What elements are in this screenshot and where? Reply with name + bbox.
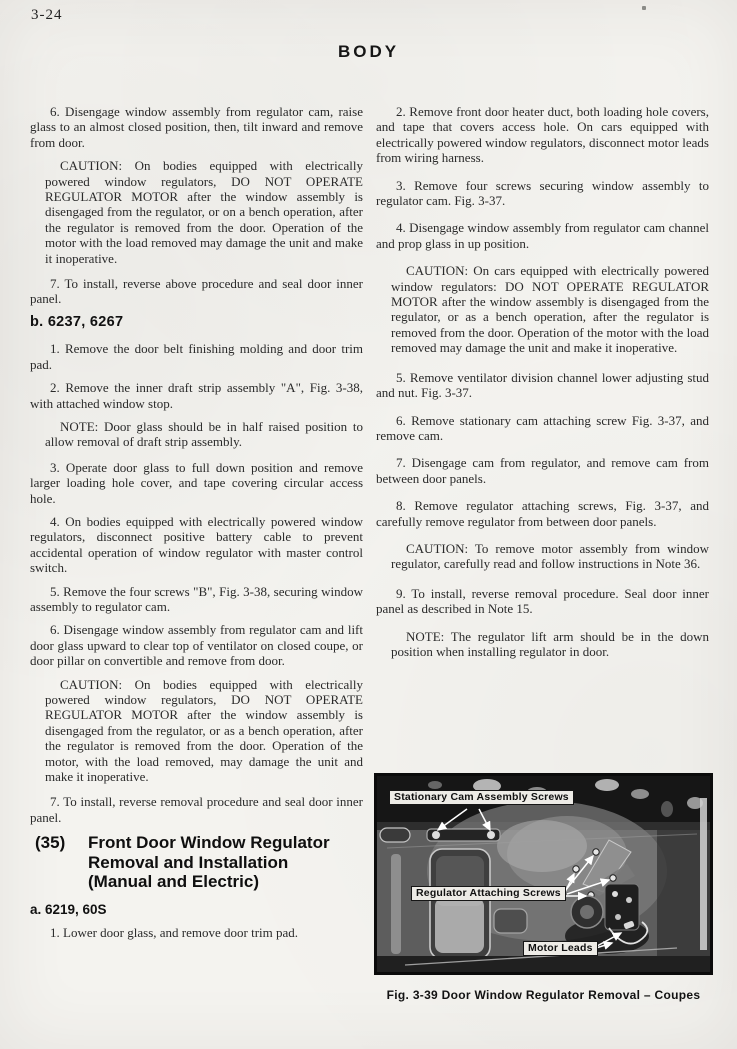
figure-label-motor-leads: Motor Leads [523, 941, 598, 956]
note-paragraph: NOTE: The regulator lift arm should be in the down position when installing regulator in door. [391, 628, 709, 659]
paragraph-step: 9. To install, reverse removal procedure. Seal door inner panel as described in Note 15. [376, 585, 709, 617]
right-column [376, 104, 709, 673]
caution-paragraph: CAUTION: On bodies equipped with electrically powered window regulators, DO NOT OPERATE REGULATOR MOTOR after the window assembly is disengaged from the regulator, or on a bench operation, after the regulator is removed from the door. Operation of the motor with the load removed may damage the unit and make it inoperative. [45, 158, 363, 266]
section-number: (35) [35, 833, 66, 853]
paragraph-step: 3. Operate door glass to full down position and remove larger loading hole cover, and tape covering circular access hole. [30, 459, 363, 506]
page-title: BODY [337, 42, 400, 61]
section-title-line: Front Door Window Regulator [88, 833, 330, 853]
figure-caption: Fig. 3-39 Door Window Regulator Removal – Coupes [386, 988, 701, 1002]
page-number: 3-24 [31, 7, 63, 23]
paragraph-step: 1. Lower door glass, and remove door trim pad. [50, 925, 299, 941]
figure-label-regulator-screws: Regulator Attaching Screws [411, 886, 566, 901]
paragraph-step: 4. Disengage window assembly from regulator cam channel and prop glass in up position. [376, 220, 709, 251]
caution-paragraph: CAUTION: To remove motor assembly from window regulator, carefully read and follow instructions in Note 36. [391, 540, 709, 572]
paragraph-step: 4. On bodies equipped with electrically powered window regulators, disconnect positive battery cable to prevent accidental operation of window regulator with master control switch. [30, 513, 363, 576]
door-panel-photo [374, 773, 713, 975]
paragraph-step: 2. Remove front door heater duct, both loading hole covers, and tape that covers access hole. On cars equipped with electrically powered window regulators, disconnect motor leads from wiring harness. [376, 104, 709, 166]
caution-paragraph: CAUTION: On bodies equipped with electrically powered window regulators, DO NOT OPERATE REGULATOR MOTOR after the window assembly is disengaged from the regulator, or as a bench operation, after the regulator is removed from the door. Operation of the motor, with the load removed, may damage the unit and make it inoperative. [45, 676, 363, 785]
subsection-heading-a: a. 6219, 60S [30, 901, 107, 917]
paragraph-step: 8. Remove regulator attaching screws, Fig. 3-37, and carefully remove regulator from between door panels. [376, 498, 709, 529]
paragraph-step: 1. Remove the door belt finishing molding and door trim pad. [30, 341, 363, 372]
paragraph-step: 7. To install, reverse removal procedure and seal door inner panel. [30, 794, 363, 825]
paragraph-step: 7. To install, reverse above procedure and seal door inner panel. [30, 276, 363, 307]
paragraph-step: 5. Remove ventilator division channel lower adjusting stud and nut. Fig. 3-37. [376, 369, 709, 401]
paragraph-step: 5. Remove the four screws "B", Fig. 3-38, securing window assembly to regulator cam. [30, 583, 363, 614]
left-column [30, 104, 363, 949]
scan-speck [642, 6, 646, 10]
paragraph-step: 6. Disengage window assembly from regulator cam and lift door glass upward to clear top of ventilator on closed coupe, or door pillar on convertible and remove from door. [30, 622, 363, 669]
note-paragraph: NOTE: Door glass should be in half raised position to allow removal of draft strip assembly. [45, 418, 363, 450]
section-title-line: Removal and Installation [88, 852, 289, 872]
section-heading-35 [30, 833, 363, 892]
paragraph-step: 6. Disengage window assembly from regulator cam, raise glass to an almost closed position, then, tilt inward and remove from door. [30, 104, 363, 150]
paragraph-step: 2. Remove the inner draft strip assembly "A", Fig. 3-38, with attached window stop. [30, 380, 363, 411]
paragraph-step: 7. Disengage cam from regulator, and remove cam from between door panels. [376, 455, 709, 486]
paragraph-step: 6. Remove stationary cam attaching screw Fig. 3-37, and remove cam. [376, 412, 709, 443]
section-title-line: (Manual and Electric) [88, 872, 259, 892]
figure-3-39 [374, 773, 713, 1002]
subsection-heading-b: b. 6237, 6267 [30, 313, 124, 330]
figure-label-stationary-cam: Stationary Cam Assembly Screws [389, 790, 574, 805]
caution-paragraph: CAUTION: On cars equipped with electrically powered window regulators: DO NOT OPERATE REGULATOR MOTOR after the window assembly is disengaged from the regulator, or as a bench operation, after the regulator is removed from the door. Operation of the motor with the load removed may damage the unit and make it inoperative. [391, 263, 709, 356]
paragraph-step: 3. Remove four screws securing window assembly to regulator cam. Fig. 3-37. [376, 177, 709, 209]
